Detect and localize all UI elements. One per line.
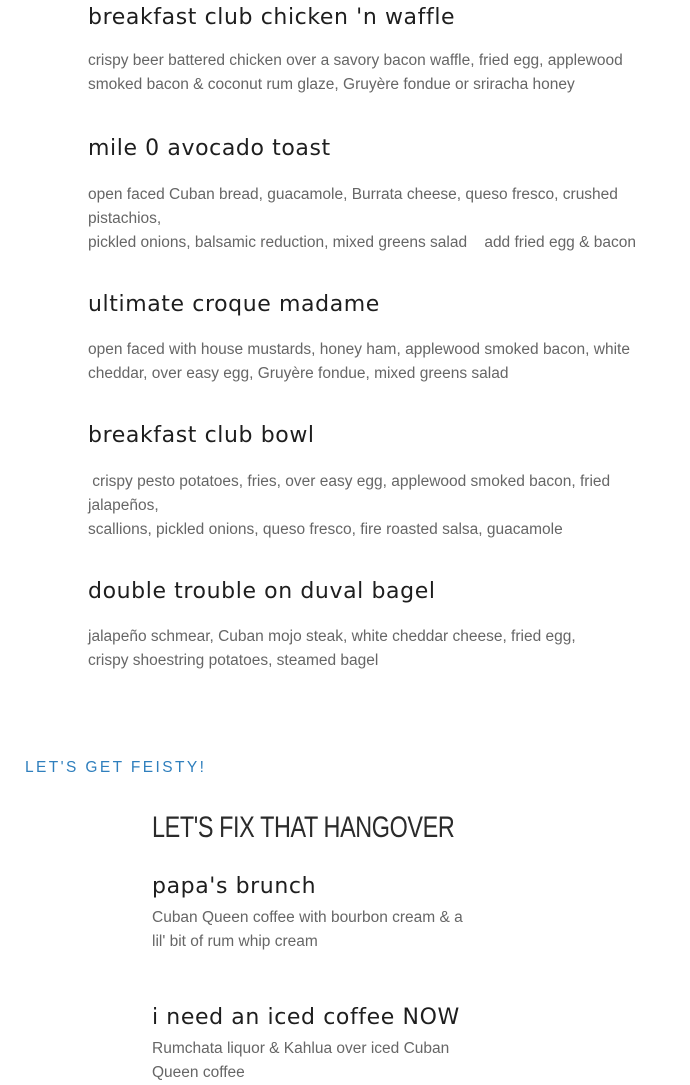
menu-item [88,420,610,542]
menu-item-title: breakfast club chicken 'n waffle [88,5,456,30]
menu-item-description [88,470,610,542]
description-line: Queen coffee [152,1064,245,1081]
section-heading: LET'S FIX THAT HANGOVER [152,811,455,844]
menu-item [88,2,623,97]
description-line: scallions, pickled onions, queso fresco, fire roasted salsa, guacamole [88,521,563,538]
menu-item-description [88,338,630,386]
description-line: lil' bit of rum whip cream [152,933,318,950]
drink-description [152,906,463,954]
hangover-drinks-section [152,806,492,1081]
menu-item [88,576,576,673]
lets-get-feisty-link[interactable]: LET'S GET FEISTY! [25,759,207,776]
menu-item [88,289,630,386]
menu-item-title: ultimate croque madame [88,292,380,317]
menu-item-description [88,49,623,97]
description-line: crispy beer battered chicken over a savory bacon waffle, fried egg, applewood [88,52,623,69]
drink-item [152,1003,460,1085]
description-line: crispy pesto potatoes, fries, over easy egg, applewood smoked bacon, fried [88,473,611,490]
menu-item [88,133,636,255]
description-line: pistachios, [88,210,162,227]
description-line: Cuban Queen coffee with bourbon cream & a [152,909,463,926]
drink-title: papa's brunch [152,874,317,899]
description-line: jalapeños, [88,497,159,514]
drink-item [152,872,463,954]
description-line: Rumchata liquor & Kahlua over iced Cuban [152,1040,450,1057]
description-line: smoked bacon & coconut rum glaze, Gruyère fondue or sriracha honey [88,76,575,93]
menu-item-description [88,625,576,673]
menu-item-title: breakfast club bowl [88,423,315,448]
drink-title: i need an iced coffee NOW [152,1005,460,1030]
description-line: open faced Cuban bread, guacamole, Burrata cheese, queso fresco, crushed [88,186,618,203]
drink-description [152,1037,460,1085]
menu-item-description [88,183,636,255]
description-line: pickled onions, balsamic reduction, mixed greens salad add fried egg & bacon [88,234,636,251]
menu-item-title: double trouble on duval bagel [88,579,436,604]
description-line: cheddar, over easy egg, Gruyère fondue, mixed greens salad [88,365,509,382]
description-line: jalapeño schmear, Cuban mojo steak, white cheddar cheese, fried egg, [88,628,576,645]
description-line: open faced with house mustards, honey ham, applewood smoked bacon, white [88,341,630,358]
description-line: crispy shoestring potatoes, steamed bagel [88,652,379,669]
menu-item-title: mile 0 avocado toast [88,136,331,161]
